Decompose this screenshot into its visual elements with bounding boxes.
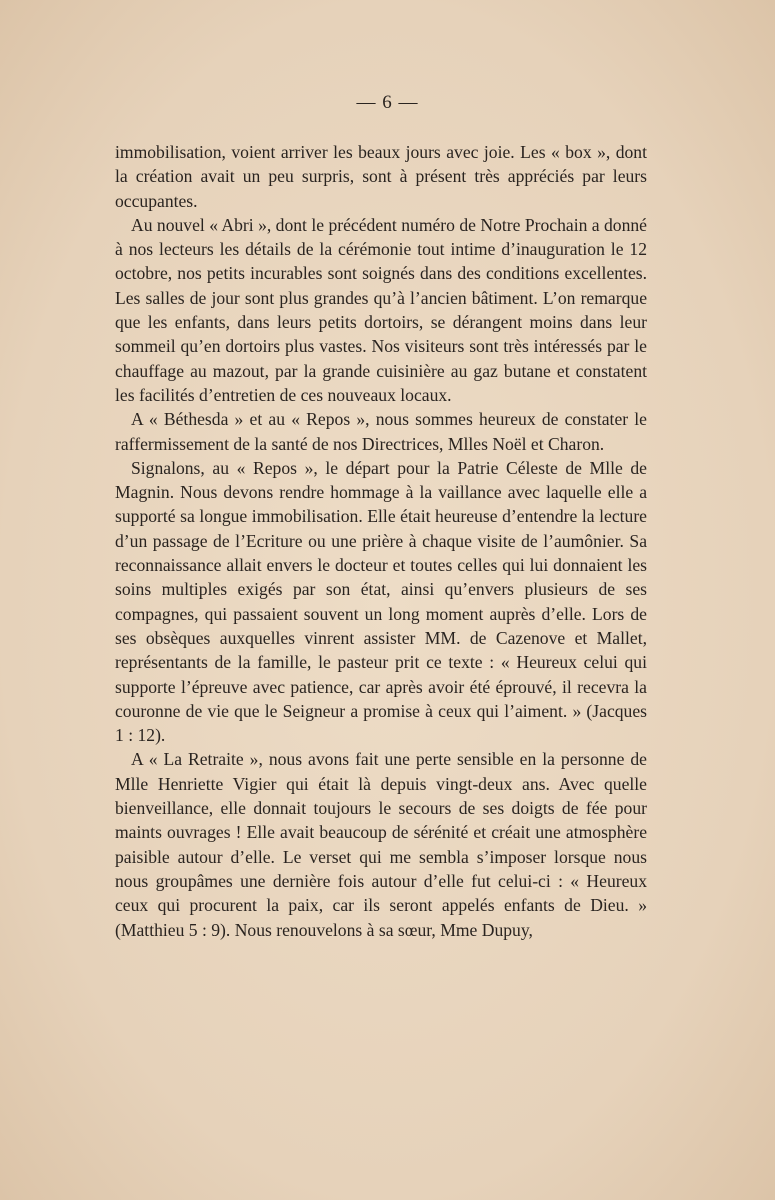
paragraph: A « La Retraite », nous avons fait une perte sensible en la personne de Mlle Henriette Vigier qui était là depuis vingt-deux ans. Avec quelle bienveillance, elle donnait toujours le secours de ses doigts de fée pour maints ouvrages ! Elle avait beaucoup de sérénité et créait une atmosphère paisible autour d’elle. Le verset qui me sembla s’imposer lorsque nous nous groupâmes une dernière fois autour d’elle fut celui-ci : « Heureux ceux qui procurent la paix, car ils seront appelés enfants de Dieu. » (Matthieu 5 : 9). Nous renouvelons à sa sœur, Mme Dupuy, bbox=[115, 749, 647, 940]
paragraph: Au nouvel « Abri », dont le précédent numéro de Notre Prochain a donné à nos lecteurs les détails de la cérémonie tout intime d’inauguration le 12 octobre, nos petits incurables sont soignés dans des conditions excellentes. Les salles de jour sont plus grandes qu’à l’ancien bâtiment. L’on remarque que les enfants, dans leurs petits dortoirs, se dérangent moins dans leur sommeil qu’en dortoirs plus vastes. Nos visiteurs sont très intéressés par le chauffage au mazout, par la grande cuisinière au gaz butane et constatent les facilités d’entretien de ces nouveaux locaux. bbox=[115, 214, 647, 405]
page-number: — 6 — bbox=[356, 92, 419, 113]
paragraph: Signalons, au « Repos », le départ pour la Patrie Céleste de Mlle de Magnin. Nous devons rendre hommage à la vaillance avec laquelle elle a supporté sa longue immobilisation. Elle était heureuse d’entendre la lecture d’un passage de l’Ecriture ou une prière à chaque visite de l’aumônier. Sa reconnaissance allait envers le docteur et toutes celles qui lui donnaient les soins multiples exigés par son état, ainsi qu’envers plusieurs de ses compagnes, qui passaient souvent un long moment auprès d’elle. Lors de ses obsèques auxquelles vinrent assister MM. de Cazenove et Mallet, représentants de la famille, le pasteur prit ce texte : « Heureux celui qui supporte l’épreuve avec patience, car après avoir été éprouvé, il recevra la couronne de vie que le Seigneur a promise à ceux qui l’aiment. » (Jacques 1 : 12). bbox=[115, 457, 647, 746]
paragraph: immobilisation, voient arriver les beaux jours avec joie. Les « box », dont la création avait un peu surpris, sont à présent très appréciés par leurs occupantes. bbox=[115, 142, 647, 211]
paragraph: A « Béthesda » et au « Repos », nous sommes heureux de constater le raffermissement de la santé de nos Directrices, Mlles Noël et Charon. bbox=[115, 409, 647, 454]
article-body bbox=[115, 140, 647, 942]
